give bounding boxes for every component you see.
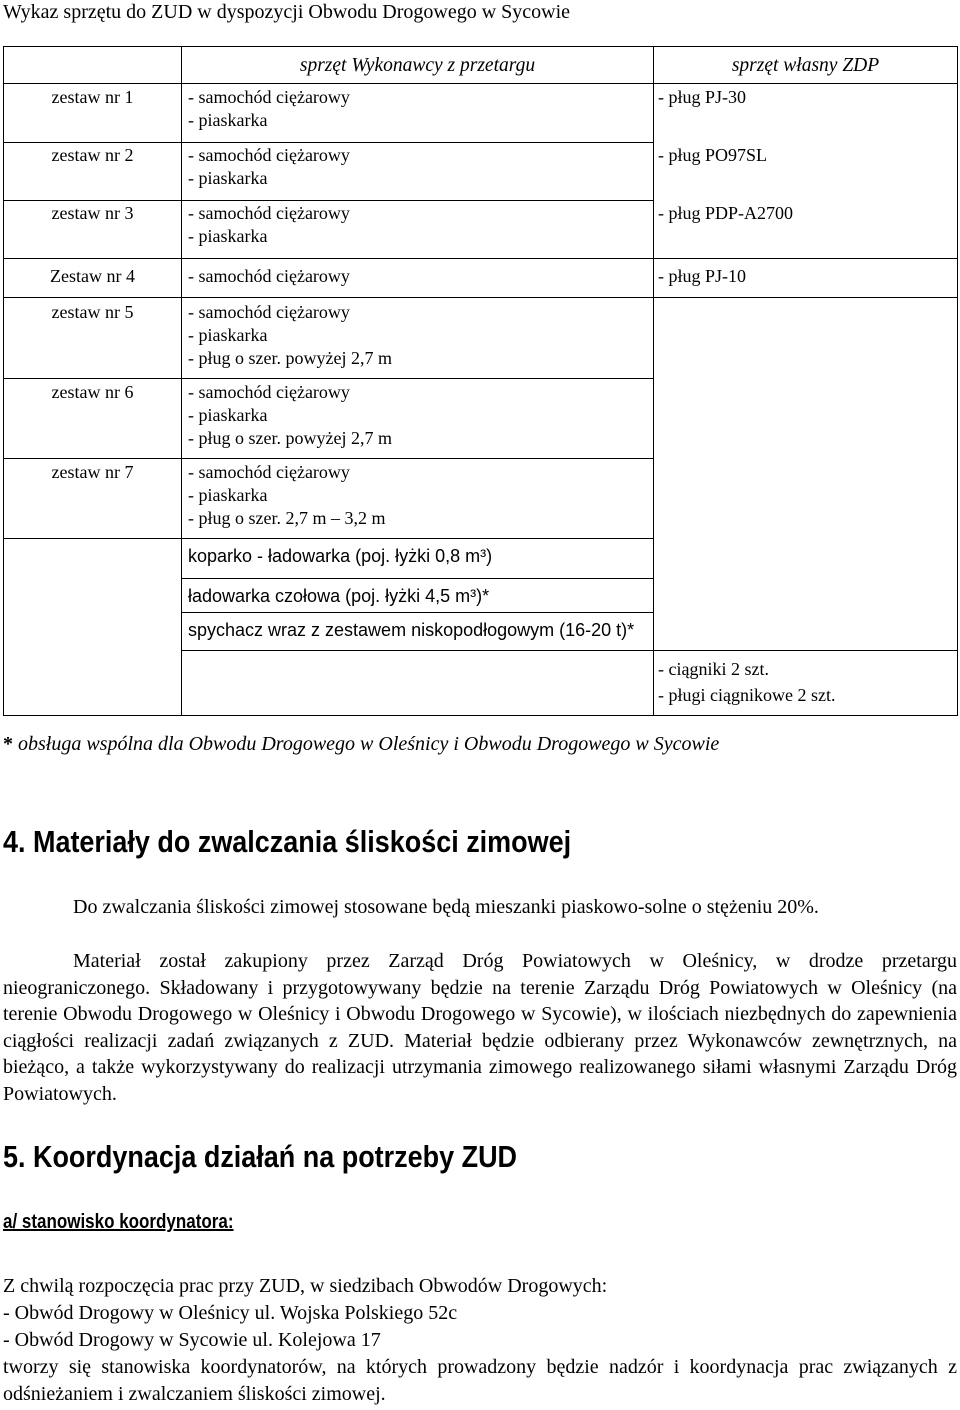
- equipment-table: [3, 46, 958, 716]
- contractor-equipment: [182, 84, 654, 143]
- list-item: - piaskarka: [188, 485, 268, 505]
- set-name: zestaw nr 2: [4, 143, 182, 201]
- own-equipment: [654, 259, 958, 298]
- contractor-equipment: [182, 143, 654, 201]
- extra-equipment: spychacz wraz z zestawem niskopodłogowym (16-20 t)*: [182, 613, 654, 651]
- set-name: Zestaw nr 4: [4, 259, 182, 298]
- table-row: [4, 259, 958, 298]
- list-item: - samochód ciężarowy: [188, 382, 350, 402]
- contractor-equipment: [182, 459, 654, 539]
- list-item: - samochód ciężarowy: [188, 145, 350, 165]
- table-row: [4, 84, 958, 143]
- section-4-paragraph-2: Materiał został zakupiony przez Zarząd Dróg Powiatowych w Oleśnicy, w drodze przetargu nieograniczonego. Składowany i przygotowywany będzie na terenie Zarządu Dróg Powiatowych w Oleśnicy (na terenie Obwodu Drogowego w Oleśnicy i Obwodu Drogowego w Sycowie), w ilościach niezbędnych do zapewnienia ciągłości realizacji zadań związanych z ZUD. Materiał będzie odbierany przez Wykonawców zewnętrznych, na bieżąco, a także wykorzystywany do realizacji utrzymania zimowego realizowanego siłami własnymi Zarządu Dróg Powiatowych.: [3, 950, 957, 1105]
- set-name-empty: [4, 651, 182, 716]
- own-equipment-empty: [654, 298, 958, 379]
- own-equipment: [654, 651, 958, 716]
- own-equipment-empty: [654, 539, 958, 579]
- list-item: - samochód ciężarowy: [188, 203, 350, 223]
- list-item: - pług o szer. powyżej 2,7 m: [188, 428, 392, 448]
- list-item: - piaskarka: [188, 110, 268, 130]
- list-item: - samochód ciężarowy: [188, 462, 350, 482]
- set-name: zestaw nr 6: [4, 379, 182, 459]
- table-row: [4, 379, 958, 459]
- coordinator-text: [3, 1273, 957, 1408]
- list-item: - pług PJ-30: [658, 87, 747, 107]
- table-row: [4, 459, 958, 539]
- table-header-row: [4, 47, 958, 84]
- list-item: - ciągniki 2 szt.: [658, 659, 769, 679]
- own-equipment-empty: [654, 613, 958, 651]
- own-equipment-empty: [654, 459, 958, 539]
- list-item: - piaskarka: [188, 168, 268, 188]
- footnote-star: *: [3, 733, 13, 755]
- contractor-equipment: [182, 298, 654, 379]
- coordinator-line: - Obwód Drogowy w Sycowie ul. Kolejowa 17: [3, 1329, 381, 1351]
- list-item: - pług PO97SL: [658, 144, 768, 165]
- extra-equipment: koparko - ładowarka (poj. łyżki 0,8 m³): [182, 539, 654, 579]
- list-item: - pług o szer. powyżej 2,7 m: [188, 348, 392, 368]
- list-item: - samochód ciężarowy: [188, 87, 350, 107]
- table-row: [4, 651, 958, 716]
- header-empty-cell: [4, 47, 182, 84]
- coordinator-line: tworzy się stanowiska koordynatorów, na których prowadzony będzie nadzór i koordynacja prac związanych z odśnieżaniem i zwalczaniem śliskości zimowej.: [3, 1356, 957, 1405]
- section-4-paragraph-1: Do zwalczania śliskości zimowej stosowane będą mieszanki piaskowo-solne o stężeniu 20%.: [73, 896, 819, 918]
- set-name: zestaw nr 3: [4, 201, 182, 259]
- coordinator-line: - Obwód Drogowy w Oleśnicy ul. Wojska Polskiego 52c: [3, 1302, 458, 1324]
- list-item: - piaskarka: [188, 405, 268, 425]
- contractor-equipment-empty: [182, 651, 654, 716]
- list-item: - samochód ciężarowy: [188, 266, 350, 286]
- contractor-equipment: [182, 201, 654, 259]
- list-item: - pług PDP-A2700: [658, 202, 794, 223]
- own-equipment-empty: [654, 579, 958, 613]
- own-equipment: [654, 84, 958, 143]
- section-4-heading: 4. Materiały do zwalczania śliskości zimowej: [3, 824, 572, 859]
- set-name: zestaw nr 5: [4, 298, 182, 379]
- set-name: zestaw nr 1: [4, 84, 182, 143]
- header-own: sprzęt własny ZDP: [654, 47, 958, 84]
- list-item: - samochód ciężarowy: [188, 302, 350, 322]
- list-item: - piaskarka: [188, 325, 268, 345]
- set-name-empty: [4, 539, 182, 651]
- own-equipment: [654, 201, 958, 259]
- list-item: - piaskarka: [188, 226, 268, 246]
- table-row: [4, 539, 958, 579]
- coordinator-subheading: a/ stanowisko koordynatora:: [3, 1211, 234, 1233]
- section-5-heading: 5. Koordynacja działań na potrzeby ZUD: [3, 1139, 518, 1174]
- contractor-equipment: [182, 259, 654, 298]
- page-title: Wykaz sprzętu do ZUD w dyspozycji Obwodu Drogowego w Sycowie: [3, 1, 571, 23]
- set-name: zestaw nr 7: [4, 459, 182, 539]
- footnote-text: obsługa wspólna dla Obwodu Drogowego w Oleśnicy i Obwodu Drogowego w Sycowie: [18, 733, 720, 755]
- own-equipment: [654, 143, 958, 201]
- extra-equipment: ładowarka czołowa (poj. łyżki 4,5 m³)*: [182, 579, 654, 613]
- header-contractor: sprzęt Wykonawcy z przetargu: [182, 47, 654, 84]
- footnote: [3, 731, 719, 757]
- own-equipment-empty: [654, 379, 958, 459]
- contractor-equipment: [182, 379, 654, 459]
- coordinator-line: Z chwilą rozpoczęcia prac przy ZUD, w siedzibach Obwodów Drogowych:: [3, 1275, 608, 1297]
- list-item: - pług PJ-10: [658, 266, 747, 286]
- list-item: - pług o szer. 2,7 m – 3,2 m: [188, 508, 386, 528]
- list-item: - pługi ciągnikowe 2 szt.: [658, 685, 836, 705]
- table-row: [4, 143, 958, 201]
- table-row: [4, 201, 958, 259]
- table-row: [4, 298, 958, 379]
